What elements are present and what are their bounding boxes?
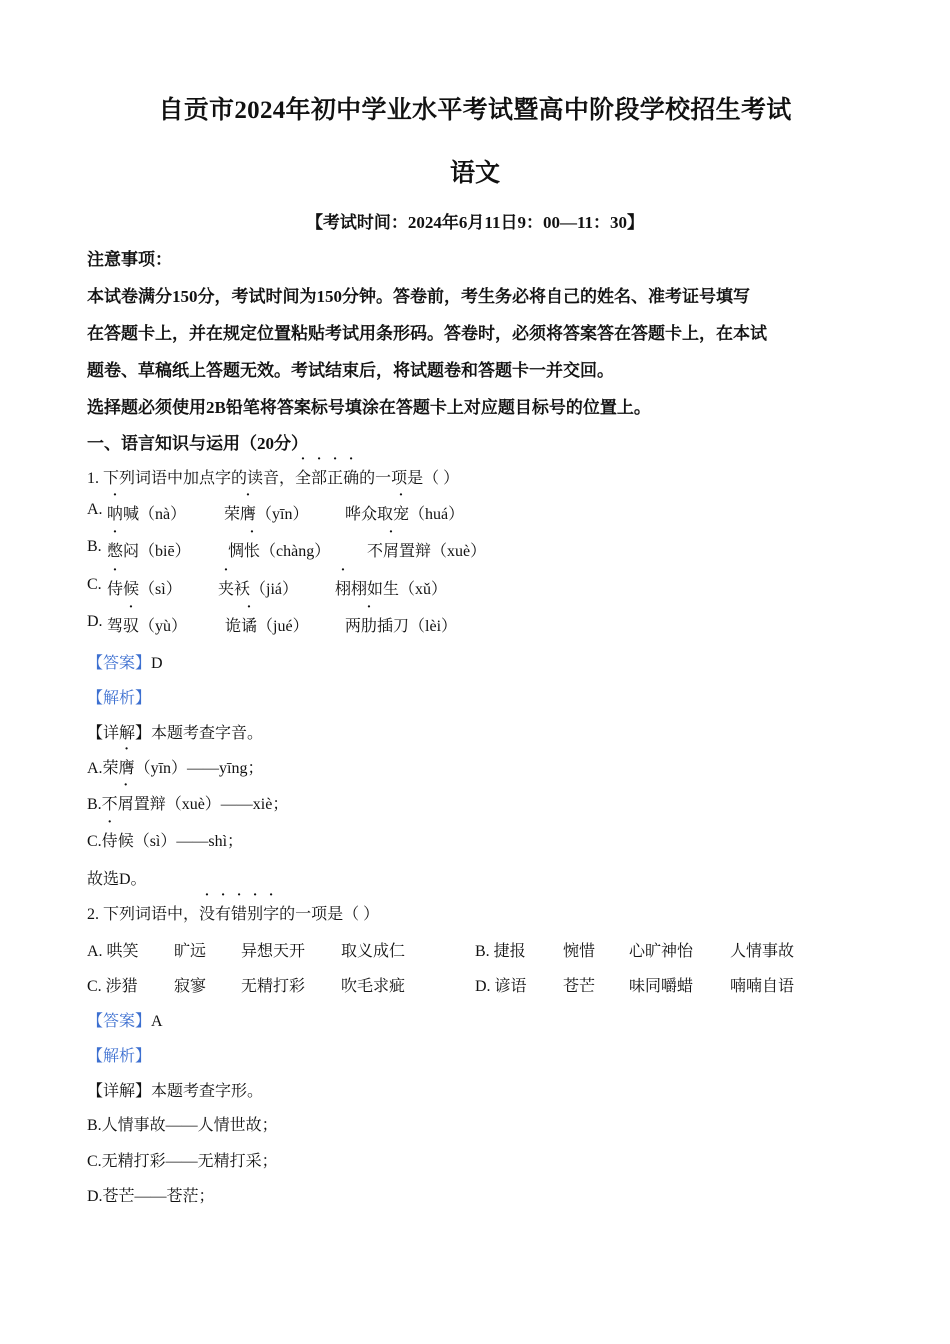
answer-value: A xyxy=(151,1013,163,1030)
dotted-char: 别 xyxy=(247,906,264,923)
q2-option-b-2: 惋惜 xyxy=(563,943,596,960)
word-text: （yīn）——yīng； xyxy=(134,760,264,777)
q2-option-b-1: B. 捷报 xyxy=(475,943,526,960)
notes-line-4: 选择题必须使用2B铅笔将答案标号填涂在答题卡上对应题目标号的位置上。 xyxy=(87,398,651,417)
dotted-char: 屑 xyxy=(117,796,134,813)
q2-stem xyxy=(87,901,379,924)
word-text: 栩如生（xǔ） xyxy=(351,581,448,598)
word-text: 置辩（xuè） xyxy=(399,543,487,560)
q1-option-b-label: B. xyxy=(87,538,102,555)
q1-stem xyxy=(87,465,459,488)
q2-explanation-d: D.苍芒——苍茫； xyxy=(87,1188,215,1205)
q2-explanation-c: C.无精打彩——无精打采； xyxy=(87,1153,278,1170)
q1-stem-text: 1. 下列词语中加点字的读音， xyxy=(87,470,296,487)
dotted-char: 部 xyxy=(311,470,328,487)
q2-explanation-b: B.人情事故——人情世故； xyxy=(87,1117,278,1134)
q1-option-a-1 xyxy=(107,501,186,524)
word-text: 喊（nà） xyxy=(123,506,187,523)
q1-option-d-1 xyxy=(107,613,187,636)
dotted-char: 没 xyxy=(199,906,216,923)
dotted-char: 侍 xyxy=(107,581,124,598)
word-text: （yīn） xyxy=(256,506,309,523)
q1-explanation-c xyxy=(87,828,243,851)
word-text: 荣 xyxy=(224,506,241,523)
q1-option-a-2 xyxy=(224,501,308,524)
q1-option-c-2 xyxy=(218,576,298,599)
q2-option-c-2: 寂寥 xyxy=(174,978,207,995)
q2-answer xyxy=(87,1008,163,1031)
word-text: 插刀（lèi） xyxy=(377,618,458,635)
answer-label: 【答案】 xyxy=(87,1013,152,1030)
dotted-char: 字 xyxy=(263,906,280,923)
q2-option-a-1: A. 哄笑 xyxy=(87,943,139,960)
q1-explanation-b xyxy=(87,791,288,814)
section-heading: 一、语言知识与运用（20分） xyxy=(87,434,308,453)
dotted-char: 正 xyxy=(327,470,344,487)
dotted-char: 屑 xyxy=(383,543,400,560)
dotted-char: 全 xyxy=(295,470,312,487)
q1-option-d-3 xyxy=(345,613,457,636)
q1-conclusion: 故选D。 xyxy=(87,871,147,888)
q1-option-b-1 xyxy=(107,538,191,561)
notes-line-1: 本试卷满分150分，考试时间为150分钟。答卷前，考生务必将自己的姓名、准考证号填写 xyxy=(87,287,750,306)
dotted-char: 错 xyxy=(231,906,248,923)
q1-option-b-2 xyxy=(228,538,330,561)
word-text: （chàng） xyxy=(260,543,331,560)
dotted-char: 有 xyxy=(215,906,232,923)
q1-option-d-2 xyxy=(225,613,309,636)
q2-option-a-2: 旷远 xyxy=(174,943,207,960)
word-text: 哗众取 xyxy=(345,506,394,523)
answer-label: 【答案】 xyxy=(87,655,152,672)
dotted-char: 肋 xyxy=(361,618,378,635)
q1-dotted-text xyxy=(295,470,359,487)
q1-option-d-label: D. xyxy=(87,613,103,630)
q2-option-a-4: 取义成仁 xyxy=(341,943,406,960)
word-text: B.不 xyxy=(87,796,118,813)
q2-option-d-2: 苍芒 xyxy=(563,978,596,995)
q2-detail: 【详解】本题考查字形。 xyxy=(87,1083,264,1100)
q1-option-a-3 xyxy=(345,501,464,524)
word-text: 惆 xyxy=(228,543,245,560)
word-text: 不 xyxy=(367,543,384,560)
dotted-char: 驭 xyxy=(123,618,140,635)
word-text: 两 xyxy=(345,618,362,635)
q2-option-d-4: 喃喃自语 xyxy=(730,978,795,995)
word-text: 袄（jiá） xyxy=(234,581,299,598)
q1-option-a-label: A. xyxy=(87,501,103,518)
q2-analysis-label: 【解析】 xyxy=(87,1048,152,1065)
page-title: 自贡市2024年初中学业水平考试暨高中阶段学校招生考试 xyxy=(158,97,792,124)
word-text: 驾 xyxy=(107,618,124,635)
q1-stem-tail: 的一项是（ ） xyxy=(359,470,460,487)
word-text: 候（sì）——shì； xyxy=(117,833,244,850)
dotted-char: 憋 xyxy=(107,543,124,560)
dotted-char: 怅 xyxy=(244,543,261,560)
q2-stem-text: 2. 下列词语中， xyxy=(87,906,200,923)
word-text: A.荣 xyxy=(87,760,119,777)
q1-option-c-3 xyxy=(335,576,447,599)
q1-option-b-3 xyxy=(367,538,486,561)
q2-option-a-3: 异想天开 xyxy=(241,943,306,960)
q2-option-c-3: 无精打彩 xyxy=(241,978,306,995)
dotted-char: 确 xyxy=(343,470,360,487)
word-text: 诡 xyxy=(225,618,242,635)
q2-option-d-1: D. 谚语 xyxy=(475,978,527,995)
dotted-char: 膺 xyxy=(240,506,257,523)
q2-option-b-3: 心旷神怡 xyxy=(629,943,694,960)
word-text: （jué） xyxy=(257,618,309,635)
answer-value: D xyxy=(151,655,163,672)
word-text: （huá） xyxy=(409,506,465,523)
q1-explanation-a xyxy=(87,755,263,778)
dotted-char: 谲 xyxy=(241,618,258,635)
q2-option-c-4: 吹毛求疵 xyxy=(341,978,406,995)
notes-line-3: 题卷、草稿纸上答题无效。考试结束后，将试题卷和答题卡一并交回。 xyxy=(87,361,614,380)
word-text: 置辩（xuè）——xiè； xyxy=(133,796,289,813)
word-text: 闷（biē） xyxy=(123,543,191,560)
q1-answer xyxy=(87,650,163,673)
notes-heading: 注意事项： xyxy=(87,250,172,269)
word-text: 候（sì） xyxy=(123,581,182,598)
dotted-char: 宠 xyxy=(393,506,410,523)
q1-detail: 【详解】本题考查字音。 xyxy=(87,725,264,742)
dotted-char: 侍 xyxy=(101,833,118,850)
exam-time: 【考试时间：2024年6月11日9：00—11：30】 xyxy=(305,213,645,232)
dotted-char: 呐 xyxy=(107,506,124,523)
q1-analysis-label: 【解析】 xyxy=(87,690,152,707)
word-text: （yù） xyxy=(139,618,188,635)
notes-line-2: 在答题卡上，并在规定位置粘贴考试用条形码。答卷时，必须将答案答在答题卡上，在本试 xyxy=(87,324,767,343)
dotted-char: 膺 xyxy=(118,760,135,777)
dotted-char: 夹 xyxy=(218,581,235,598)
q1-option-c-label: C. xyxy=(87,576,102,593)
q2-option-c-1: C. 涉猎 xyxy=(87,978,138,995)
q2-option-b-4: 人情事故 xyxy=(730,943,795,960)
q2-option-d-3: 味同嚼蜡 xyxy=(629,978,694,995)
word-text: C. xyxy=(87,833,102,850)
subject-title: 语文 xyxy=(449,160,500,187)
q1-option-c-1 xyxy=(107,576,182,599)
dotted-char: 栩 xyxy=(335,581,352,598)
q2-dotted-text xyxy=(199,906,279,923)
q2-stem-tail: 的一项是（ ） xyxy=(279,906,380,923)
